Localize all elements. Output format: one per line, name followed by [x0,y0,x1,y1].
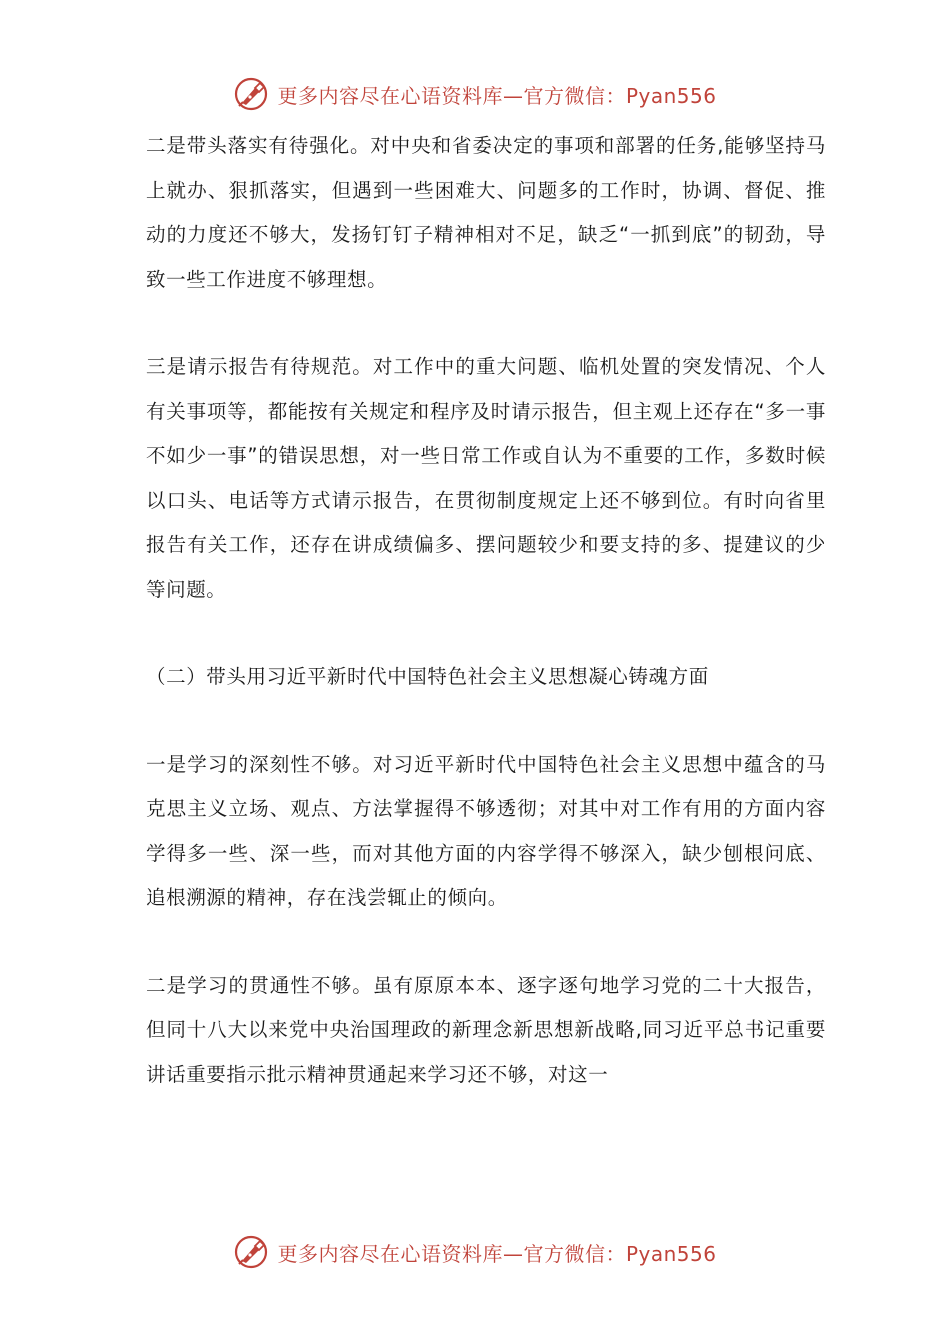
paragraph-spacer [146,612,826,655]
watermark-text: 更多内容尽在心语资料库—官方微信：Pyan556 [277,83,717,108]
pen-nib-logo-icon [233,1234,269,1270]
footer-watermark [0,1230,950,1274]
paragraph-spacer [146,700,826,743]
paragraph-4: 二是学习的贯通性不够。虽有原原本本、逐字逐句地学习党的二十大报告，但同十八大以来党中央治国理政的新理念新思想新战略,同习近平总书记重要讲话重要指示批示精神贯通起来学习还不够，对这一 [146,973,826,1086]
watermark-text: 更多内容尽在心语资料库—官方微信：Pyan556 [277,1241,717,1266]
paragraph-spacer [146,302,826,345]
paragraph-1: 二是带头落实有待强化。对中央和省委决定的事项和部署的任务,能够坚持马上就办、狠抓落实，但遇到一些困难大、问题多的工作时，协调、督促、推动的力度还不够大，发扬钉钉子精神相对不足，缺乏“一抓到底”的韧劲，导致一些工作进度不够理想。 [146,134,826,291]
paragraph-2: 三是请示报告有待规范。对工作中的重大问题、临机处置的突发情况、个人有关事项等，都能按有关规定和程序及时请示报告，但主观上还存在“多一事不如少一事”的错误思想，对一些日常工作或自认为不重要的工作，多数时候以口头、电话等方式请示报告，在贯彻制度规定上还不够到位。有时向省里报告有关工作，还存在讲成绩偏多、摆问题较少和要支持的多、提建议的少等问题。 [146,355,826,601]
document-body [146,124,826,1097]
pen-nib-logo-icon [233,76,269,112]
paragraph-3: 一是学习的深刻性不够。对习近平新时代中国特色社会主义思想中蕴含的马克思主义立场、观点、方法掌握得不够透彻；对其中对工作有用的方面内容学得多一些、深一些，而对其他方面的内容学得不够深入，缺少刨根问底、追根溯源的精神，存在浅尝辄止的倾向。 [146,752,826,909]
header-watermark [0,72,950,116]
paragraph-spacer [146,921,826,964]
section-heading: （二）带头用习近平新时代中国特色社会主义思想凝心铸魂方面 [146,665,709,688]
